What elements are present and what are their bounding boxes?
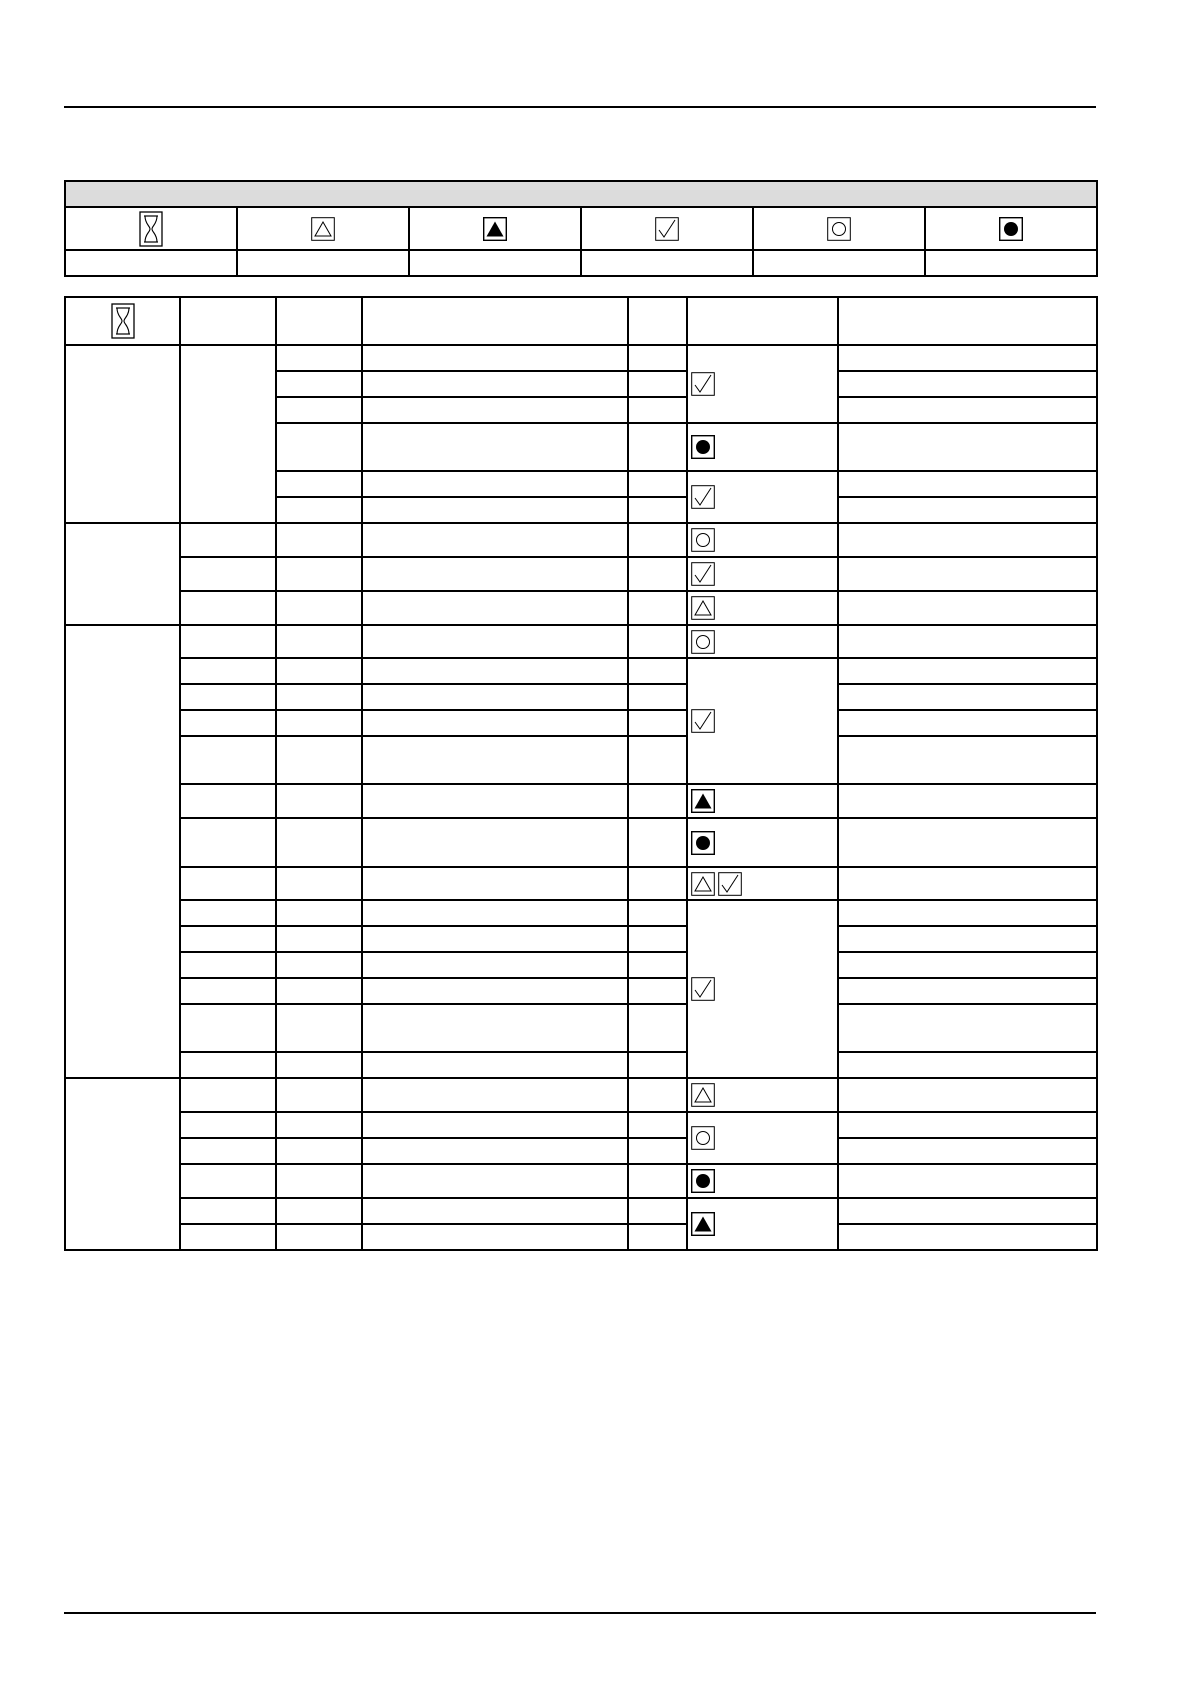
table-row — [65, 684, 1097, 710]
table-cell — [180, 710, 276, 736]
table-cell — [628, 523, 687, 557]
table-row — [65, 523, 1097, 557]
symbol-cell — [687, 1112, 838, 1164]
circle-filled-icon — [691, 1169, 715, 1193]
circle-outline-icon — [827, 217, 851, 241]
table-cell — [362, 1138, 628, 1164]
table-cell — [838, 818, 1097, 867]
symbol-cell — [687, 900, 838, 1078]
table-cell — [180, 1164, 276, 1198]
table-cell — [362, 423, 628, 471]
table-cell — [180, 1224, 276, 1250]
checkmark-icon — [691, 977, 715, 1001]
table-row — [65, 1052, 1097, 1078]
table-cell — [180, 591, 276, 625]
table-cell — [838, 371, 1097, 397]
table-row — [65, 1078, 1097, 1112]
table-cell — [362, 684, 628, 710]
legend-label — [925, 250, 1097, 276]
table-cell — [838, 952, 1097, 978]
symbol-cell — [687, 658, 838, 784]
table-cell — [362, 1224, 628, 1250]
table-cell — [628, 397, 687, 423]
table-cell — [628, 1224, 687, 1250]
table-cell — [628, 423, 687, 471]
table-cell — [362, 1198, 628, 1224]
table-row — [65, 1198, 1097, 1224]
circle-outline-icon — [691, 1126, 715, 1150]
header-rule — [64, 106, 1096, 108]
table-cell — [838, 1138, 1097, 1164]
table-cell — [276, 1078, 362, 1112]
hourglass-icon — [139, 211, 163, 247]
table-cell — [276, 1112, 362, 1138]
table-cell — [362, 471, 628, 497]
symbol-cell — [687, 345, 838, 423]
table-cell — [362, 952, 628, 978]
table-cell — [628, 684, 687, 710]
symbol-cell — [687, 818, 838, 867]
legend-cell-triangle-outline — [237, 207, 409, 250]
group-label — [65, 625, 180, 1078]
table-cell — [838, 1112, 1097, 1138]
table-cell — [276, 784, 362, 818]
table-cell — [180, 978, 276, 1004]
table-cell — [838, 1004, 1097, 1052]
table-cell — [628, 345, 687, 371]
table-cell — [628, 625, 687, 658]
header-cell — [362, 297, 628, 345]
table-cell — [362, 371, 628, 397]
hourglass-icon — [111, 303, 135, 339]
table-cell — [838, 1224, 1097, 1250]
table-cell — [628, 1112, 687, 1138]
table-cell — [628, 1078, 687, 1112]
header-cell — [838, 297, 1097, 345]
circle-outline-icon — [691, 528, 715, 552]
symbol-cell — [687, 625, 838, 658]
legend-cell-hourglass — [65, 207, 237, 250]
table-cell — [628, 978, 687, 1004]
table-cell — [362, 1052, 628, 1078]
circle-filled-icon — [691, 831, 715, 855]
table-row — [65, 557, 1097, 591]
triangle-filled-icon — [691, 789, 715, 813]
table-cell — [838, 591, 1097, 625]
checkmark-icon — [691, 709, 715, 733]
table-cell — [362, 397, 628, 423]
footer-rule — [64, 1612, 1096, 1614]
table-cell — [362, 497, 628, 523]
table-cell — [180, 952, 276, 978]
table-cell — [276, 952, 362, 978]
circle-filled-icon — [999, 217, 1023, 241]
table-cell — [838, 497, 1097, 523]
triangle-outline-icon — [311, 217, 335, 241]
circle-filled-icon — [691, 435, 715, 459]
circle-outline-icon — [691, 630, 715, 654]
table-cell — [362, 926, 628, 952]
header-cell — [628, 297, 687, 345]
table-cell — [362, 1004, 628, 1052]
table-cell — [180, 1198, 276, 1224]
table-cell — [628, 710, 687, 736]
table-cell — [838, 1052, 1097, 1078]
table-cell — [180, 900, 276, 926]
table-cell — [362, 1078, 628, 1112]
table-cell — [838, 523, 1097, 557]
table-cell — [628, 926, 687, 952]
table-cell — [180, 736, 276, 784]
table-cell — [276, 684, 362, 710]
triangle-filled-icon — [691, 1212, 715, 1236]
table-cell — [180, 684, 276, 710]
header-cell — [687, 297, 838, 345]
table-cell — [180, 625, 276, 658]
table-row — [65, 1112, 1097, 1138]
table-cell — [838, 625, 1097, 658]
table-cell — [180, 926, 276, 952]
table-cell — [276, 423, 362, 471]
table-cell — [838, 926, 1097, 952]
symbol-cell — [687, 1198, 838, 1250]
symbol-cell — [687, 423, 838, 471]
group-label — [65, 345, 180, 523]
table-cell — [276, 497, 362, 523]
table-cell — [628, 1198, 687, 1224]
table-cell — [276, 1224, 362, 1250]
table-row — [65, 926, 1097, 952]
table-cell — [276, 557, 362, 591]
table-cell — [362, 784, 628, 818]
table-cell — [628, 900, 687, 926]
table-cell — [180, 345, 276, 523]
symbol-cell — [687, 1078, 838, 1112]
table-cell — [362, 523, 628, 557]
table-cell — [180, 557, 276, 591]
table-cell — [838, 710, 1097, 736]
table-cell — [838, 397, 1097, 423]
table-cell — [838, 1164, 1097, 1198]
checkmark-icon — [655, 217, 679, 241]
triangle-outline-icon — [691, 872, 715, 896]
table-cell — [628, 867, 687, 900]
table-row — [65, 625, 1097, 658]
table-cell — [628, 736, 687, 784]
header-cell — [180, 297, 276, 345]
table-cell — [838, 658, 1097, 684]
table-cell — [276, 1004, 362, 1052]
table-cell — [276, 736, 362, 784]
table-row — [65, 978, 1097, 1004]
table-cell — [838, 557, 1097, 591]
table-cell — [362, 345, 628, 371]
table-cell — [362, 710, 628, 736]
table-row — [65, 900, 1097, 926]
table-cell — [362, 658, 628, 684]
table-row — [65, 818, 1097, 867]
symbol-cell — [687, 557, 838, 591]
table-cell — [276, 591, 362, 625]
legend-cell-circle-outline — [753, 207, 925, 250]
table-cell — [838, 684, 1097, 710]
legend-label — [237, 250, 409, 276]
table-cell — [180, 658, 276, 684]
header-interval-cell — [65, 297, 180, 345]
table-cell — [628, 471, 687, 497]
table-row — [65, 952, 1097, 978]
symbol-cell — [687, 591, 838, 625]
triangle-outline-icon — [691, 596, 715, 620]
table-cell — [180, 818, 276, 867]
table-cell — [362, 557, 628, 591]
table-row — [65, 1164, 1097, 1198]
table-cell — [362, 625, 628, 658]
table-cell — [276, 1138, 362, 1164]
table-cell — [180, 1138, 276, 1164]
checkmark-icon — [718, 872, 742, 896]
header-cell — [276, 297, 362, 345]
table-cell — [276, 658, 362, 684]
table-cell — [362, 1164, 628, 1198]
table-row — [65, 784, 1097, 818]
triangle-outline-icon — [691, 1083, 715, 1107]
table-cell — [628, 658, 687, 684]
legend-cell-circle-filled — [925, 207, 1097, 250]
group-label — [65, 523, 180, 625]
table-cell — [362, 591, 628, 625]
table-cell — [180, 1004, 276, 1052]
table-cell — [276, 397, 362, 423]
table-cell — [628, 591, 687, 625]
table-cell — [838, 345, 1097, 371]
symbol-legend-table — [64, 180, 1098, 277]
table-cell — [628, 784, 687, 818]
table-cell — [838, 867, 1097, 900]
table-cell — [276, 523, 362, 557]
symbol-cell — [687, 867, 838, 900]
table-cell — [276, 926, 362, 952]
table-cell — [276, 1052, 362, 1078]
table-cell — [362, 867, 628, 900]
table-cell — [838, 1078, 1097, 1112]
table-cell — [362, 818, 628, 867]
table-cell — [276, 900, 362, 926]
symbol-cell — [687, 1164, 838, 1198]
table-cell — [838, 1198, 1097, 1224]
legend-label — [65, 250, 237, 276]
table-cell — [180, 1052, 276, 1078]
legend-label — [753, 250, 925, 276]
table-cell — [276, 1198, 362, 1224]
table-row — [65, 736, 1097, 784]
table-cell — [628, 1138, 687, 1164]
table-cell — [276, 978, 362, 1004]
table-row — [65, 1004, 1097, 1052]
table-cell — [838, 423, 1097, 471]
legend-label — [409, 250, 581, 276]
table-cell — [838, 900, 1097, 926]
legend-title — [65, 181, 1097, 207]
symbol-cell — [687, 471, 838, 523]
table-cell — [276, 1164, 362, 1198]
table-row — [65, 1138, 1097, 1164]
table-cell — [628, 557, 687, 591]
table-row — [65, 867, 1097, 900]
table-cell — [838, 736, 1097, 784]
table-cell — [276, 345, 362, 371]
table-row — [65, 345, 1097, 371]
table-cell — [628, 1052, 687, 1078]
table-row — [65, 591, 1097, 625]
table-row — [65, 1224, 1097, 1250]
table-row — [65, 710, 1097, 736]
symbol-cell — [687, 523, 838, 557]
checkmark-icon — [691, 562, 715, 586]
table-cell — [180, 523, 276, 557]
table-cell — [628, 1164, 687, 1198]
symbol-cell — [687, 784, 838, 818]
legend-cell-checkmark — [581, 207, 753, 250]
table-cell — [180, 1112, 276, 1138]
table-cell — [838, 784, 1097, 818]
table-cell — [276, 867, 362, 900]
table-cell — [276, 710, 362, 736]
table-cell — [180, 867, 276, 900]
table-cell — [276, 818, 362, 867]
group-label — [65, 1078, 180, 1250]
table-cell — [362, 736, 628, 784]
legend-label — [581, 250, 753, 276]
table-header-row — [65, 297, 1097, 345]
checkmark-icon — [691, 372, 715, 396]
table-cell — [628, 952, 687, 978]
table-cell — [180, 1078, 276, 1112]
table-row — [65, 658, 1097, 684]
table-cell — [628, 497, 687, 523]
table-cell — [628, 1004, 687, 1052]
table-cell — [362, 978, 628, 1004]
table-cell — [276, 625, 362, 658]
table-cell — [838, 978, 1097, 1004]
legend-cell-triangle-filled — [409, 207, 581, 250]
table-cell — [362, 1112, 628, 1138]
maintenance-schedule-table — [64, 296, 1098, 1251]
table-cell — [628, 818, 687, 867]
table-cell — [362, 900, 628, 926]
table-cell — [628, 371, 687, 397]
table-cell — [276, 471, 362, 497]
checkmark-icon — [691, 485, 715, 509]
table-cell — [180, 784, 276, 818]
triangle-filled-icon — [483, 217, 507, 241]
table-cell — [838, 471, 1097, 497]
table-cell — [276, 371, 362, 397]
